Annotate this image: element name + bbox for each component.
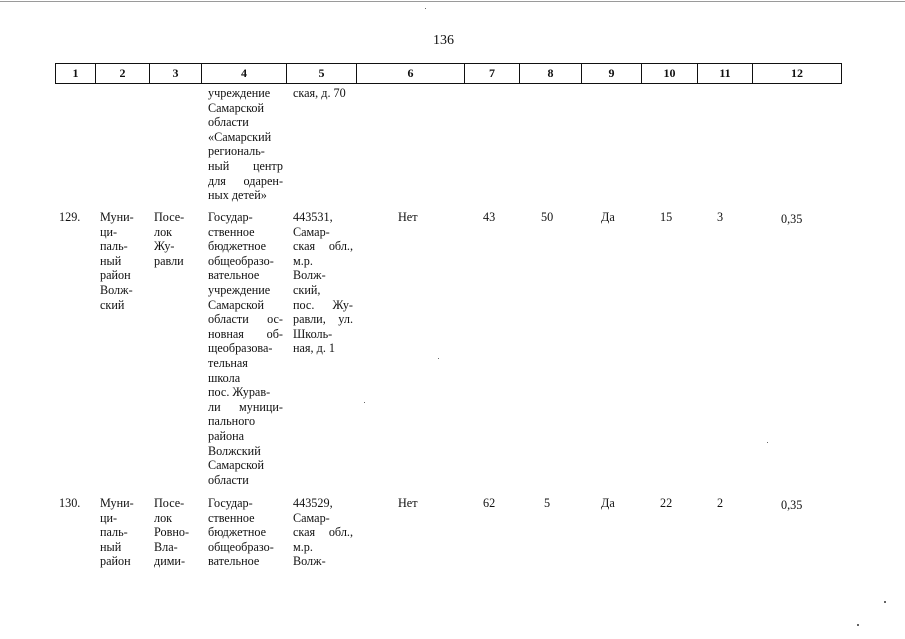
col10-value: 15 <box>660 210 673 224</box>
text-line: области <box>208 115 249 130</box>
col-header-11: 11 <box>698 64 753 84</box>
col-header-10: 10 <box>642 64 698 84</box>
scan-speck <box>425 8 426 9</box>
text-line: Волж- <box>293 554 326 569</box>
text-line: паль- <box>100 239 128 254</box>
col10-value: 22 <box>660 496 673 510</box>
col-header-8: 8 <box>520 64 582 84</box>
text-line: ный <box>100 539 122 554</box>
address-cell <box>293 496 353 569</box>
text-line: Муни- <box>100 210 134 224</box>
text-line: равли <box>154 253 184 268</box>
text-line: учреждение <box>208 282 271 297</box>
continued-address <box>293 86 353 101</box>
col7-value: 62 <box>483 496 496 510</box>
continued-organization-name <box>208 86 283 203</box>
text-line: ный <box>100 253 122 268</box>
col6-value: Нет <box>398 496 418 510</box>
col-header-12: 12 <box>753 64 842 84</box>
scan-speck <box>438 358 439 359</box>
text-line: Государ- <box>208 496 253 510</box>
row-number: 129. <box>59 210 81 224</box>
text-line: Ровно- <box>154 525 189 540</box>
text-line: Самар- <box>293 510 330 525</box>
col7-value: 43 <box>483 210 496 224</box>
text-line: Вла- <box>154 539 178 554</box>
column-header-row <box>55 63 842 84</box>
col12-value: 0,35 <box>781 212 803 226</box>
text-line: новная об- <box>208 326 283 341</box>
row-number: 130. <box>59 496 81 510</box>
text-line: бюджетное <box>208 239 267 254</box>
text-line: Самарской <box>208 100 264 115</box>
text-line: пального <box>208 414 256 429</box>
scan-speck <box>884 601 886 603</box>
text-line: Самарской <box>208 458 264 473</box>
address-cell <box>293 210 353 356</box>
text-line: области ос- <box>208 312 283 327</box>
text-line: общеобразо- <box>208 253 274 268</box>
text-line: вательное <box>208 554 260 569</box>
col11-value: 3 <box>717 210 724 224</box>
text-line: ная, д. 1 <box>293 341 336 356</box>
col-header-1: 1 <box>56 64 96 84</box>
text-line: учреждение <box>208 86 271 100</box>
organization-name-cell <box>208 496 283 569</box>
text-line: Волж- <box>293 268 326 283</box>
col-header-5: 5 <box>287 64 357 84</box>
col-header-2: 2 <box>96 64 150 84</box>
text-line: общеобразо- <box>208 539 274 554</box>
col11-value: 2 <box>717 496 724 510</box>
text-line: Посе- <box>154 496 185 510</box>
col8-value: 5 <box>544 496 551 510</box>
text-line: ский <box>100 297 125 312</box>
text-line: ственное <box>208 224 255 239</box>
text-line: Муни- <box>100 496 134 510</box>
text-line: ных детей» <box>208 188 267 203</box>
text-line: ский, <box>293 282 321 297</box>
text-line: области <box>208 472 249 487</box>
text-line: Волжский <box>208 443 261 458</box>
text-line: лок <box>154 224 173 239</box>
text-line: тельная <box>208 355 248 370</box>
text-line: район <box>100 554 131 569</box>
text-line: бюджетное <box>208 525 267 540</box>
scan-speck <box>767 442 768 443</box>
settlement-cell <box>154 496 202 569</box>
top-border-line <box>0 1 905 2</box>
settlement-cell <box>154 210 202 268</box>
text-line: равли, ул. <box>293 312 353 327</box>
text-line: паль- <box>100 525 128 540</box>
text-line: вательное <box>208 268 260 283</box>
text-line: Волж- <box>100 282 133 297</box>
col-header-6: 6 <box>357 64 465 84</box>
text-line: ственное <box>208 510 255 525</box>
col9-value: Да <box>601 210 615 224</box>
text-line: Самар- <box>293 224 330 239</box>
text-line: Школь- <box>293 326 333 341</box>
text-line: ли муници- <box>208 399 283 414</box>
text-line: школа <box>208 370 241 385</box>
text-line: Государ- <box>208 210 253 224</box>
text-line: м.р. <box>293 539 313 554</box>
text-line: лок <box>154 510 173 525</box>
text-line: «Самарский <box>208 129 272 144</box>
text-line: ская, д. 70 <box>293 86 346 100</box>
text-line: Жу- <box>154 239 175 254</box>
text-line: для одарен- <box>208 173 283 188</box>
text-line: район <box>100 268 131 283</box>
col12-value: 0,35 <box>781 498 803 512</box>
text-line: региональ- <box>208 144 265 159</box>
page-number: 136 <box>433 33 454 48</box>
text-line: ный центр <box>208 158 283 173</box>
text-line: Самарской <box>208 297 264 312</box>
text-line: дими- <box>154 554 186 569</box>
col6-value: Нет <box>398 210 418 224</box>
municipality-cell <box>100 496 148 569</box>
col9-value: Да <box>601 496 615 510</box>
scan-speck <box>857 624 859 626</box>
text-line: м.р. <box>293 253 313 268</box>
scan-speck <box>364 402 365 403</box>
text-line: ци- <box>100 510 118 525</box>
col-header-3: 3 <box>150 64 202 84</box>
col8-value: 50 <box>541 210 554 224</box>
text-line: щеобразова- <box>208 341 273 356</box>
text-line: пос. Журав- <box>208 385 271 400</box>
text-line: ская обл., <box>293 239 353 254</box>
col-header-4: 4 <box>202 64 287 84</box>
text-line: 443529, <box>293 496 333 510</box>
text-line: пос. Жу- <box>293 297 353 312</box>
municipality-cell <box>100 210 148 312</box>
text-line: ци- <box>100 224 118 239</box>
text-line: 443531, <box>293 210 333 224</box>
col-header-7: 7 <box>465 64 520 84</box>
col-header-9: 9 <box>582 64 642 84</box>
organization-name-cell <box>208 210 283 487</box>
text-line: района <box>208 428 245 443</box>
text-line: ская обл., <box>293 525 353 540</box>
text-line: Посе- <box>154 210 185 224</box>
